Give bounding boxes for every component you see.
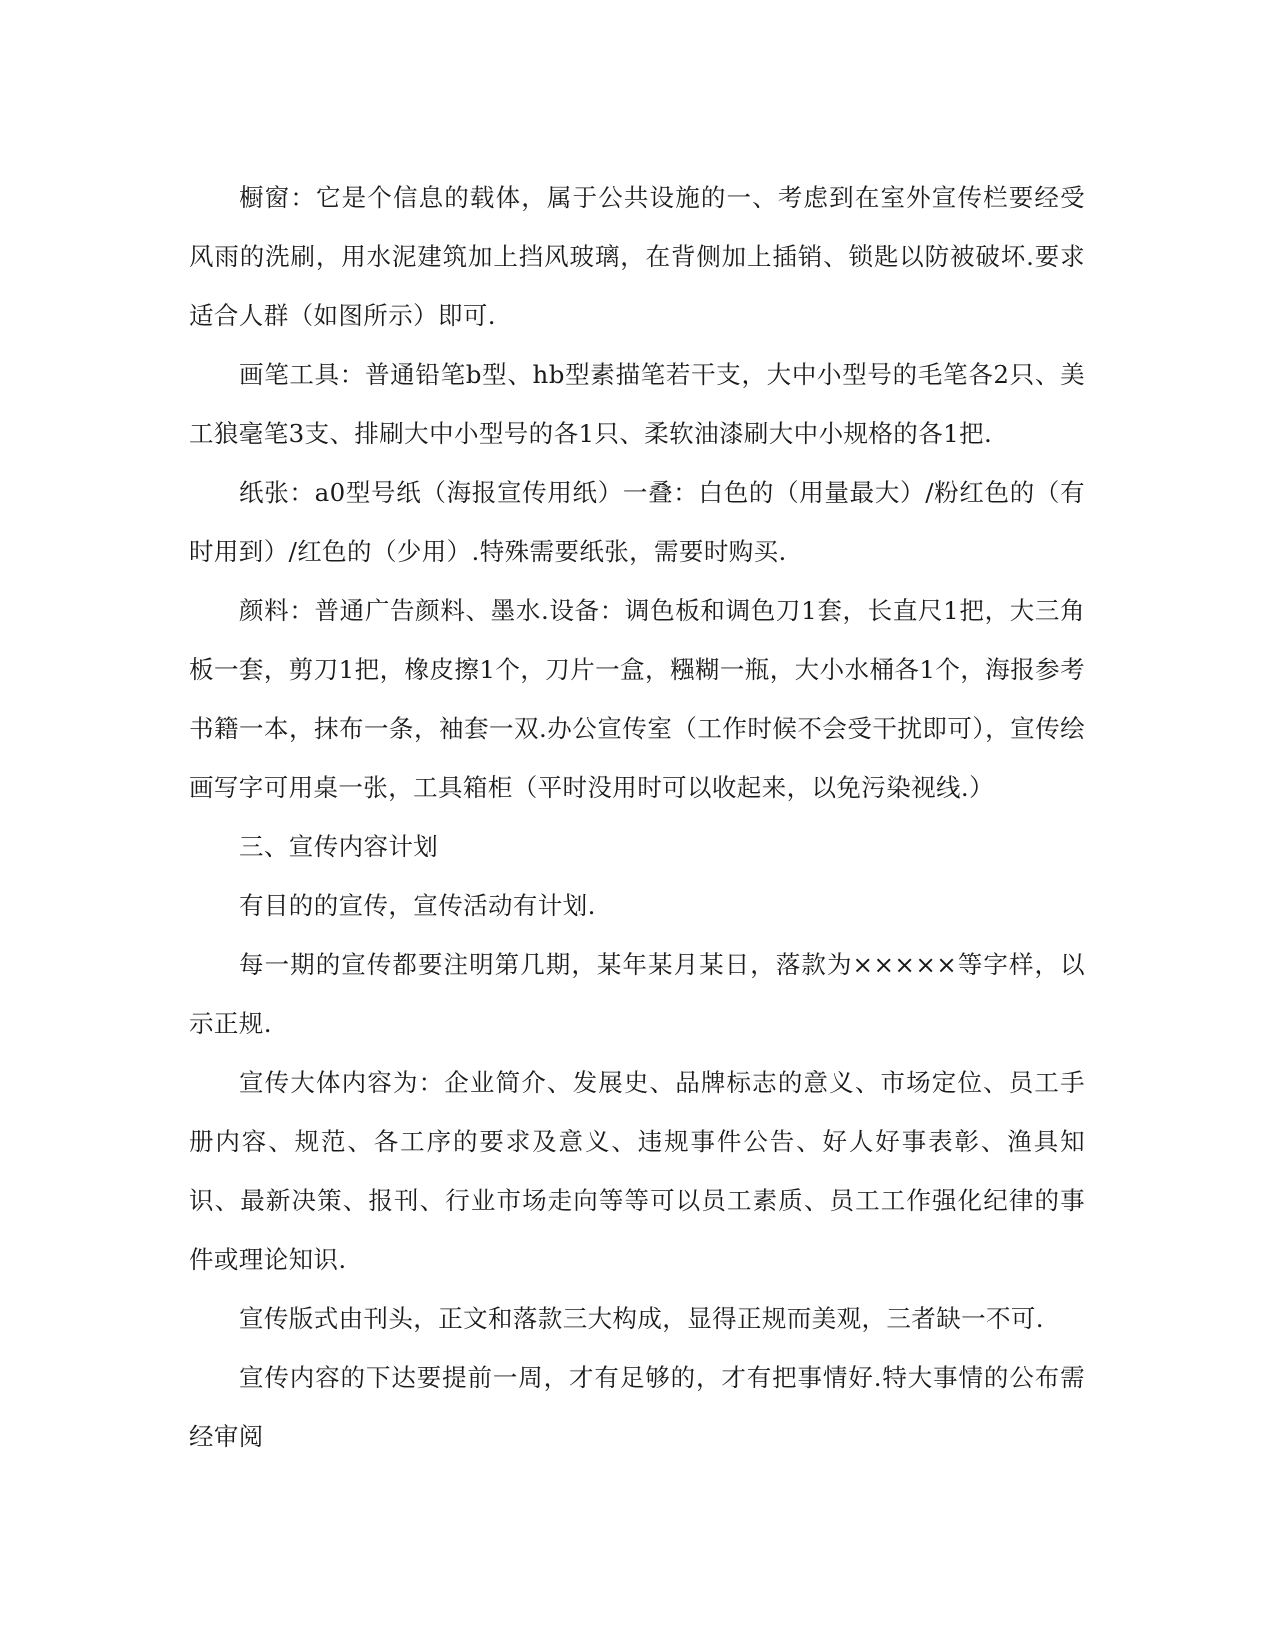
paragraph-general-content: 宣传大体内容为：企业简介、发展史、品牌标志的意义、市场定位、员工手册内容、规范、各工序的要求及意义、违规事件公告、好人好事表彰、渔具知识、最新决策、报刊、行业市场走向等等可以员工素质、员工工作强化纪律的事件或理论知识. bbox=[189, 1068, 1085, 1274]
document-body bbox=[189, 168, 1085, 1466]
paragraph-issue-labeling: 每一期的宣传都要注明第几期，某年某月某日，落款为×××××等字样，以示正规. bbox=[189, 950, 1085, 1038]
section-heading-content-plan: 三、宣传内容计划 bbox=[239, 832, 439, 861]
paragraph-paper: 纸张：a0型号纸（海报宣传用纸）一叠：白色的（用量最大）/粉红色的（有时用到）/红色的（少用）.特殊需要纸张，需要时购买. bbox=[189, 478, 1085, 566]
paragraph-advance-notice: 宣传内容的下达要提前一周，才有足够的，才有把事情好.特大事情的公布需经审阅 bbox=[189, 1363, 1085, 1451]
paragraph-brush-tools: 画笔工具：普通铅笔b型、hb型素描笔若干支，大中小型号的毛笔各2只、美工狼毫笔3支、排刷大中小型号的各1只、柔软油漆刷大中小规格的各1把. bbox=[189, 360, 1085, 448]
paragraph-layout-format: 宣传版式由刊头，正文和落款三大构成，显得正规而美观，三者缺一不可. bbox=[239, 1304, 1044, 1333]
paragraph-purposeful-promotion: 有目的的宣传，宣传活动有计划. bbox=[239, 891, 596, 920]
paragraph-pigments-equipment: 颜料：普通广告颜料、墨水.设备：调色板和调色刀1套，长直尺1把，大三角板一套，剪刀1把，橡皮擦1个，刀片一盒，糨糊一瓶，大小水桶各1个，海报参考书籍一本，抹布一条，袖套一双.办公宣传室（工作时候不会受干扰即可），宣传绘画写字可用桌一张，工具箱柜（平时没用时可以收起来，以免污染视线.） bbox=[189, 596, 1085, 802]
paragraph-display-window: 橱窗：它是个信息的载体，属于公共设施的一、考虑到在室外宣传栏要经受风雨的洗刷，用水泥建筑加上挡风玻璃，在背侧加上插销、锁匙以防被破坏.要求适合人群（如图所示）即可. bbox=[189, 183, 1085, 330]
